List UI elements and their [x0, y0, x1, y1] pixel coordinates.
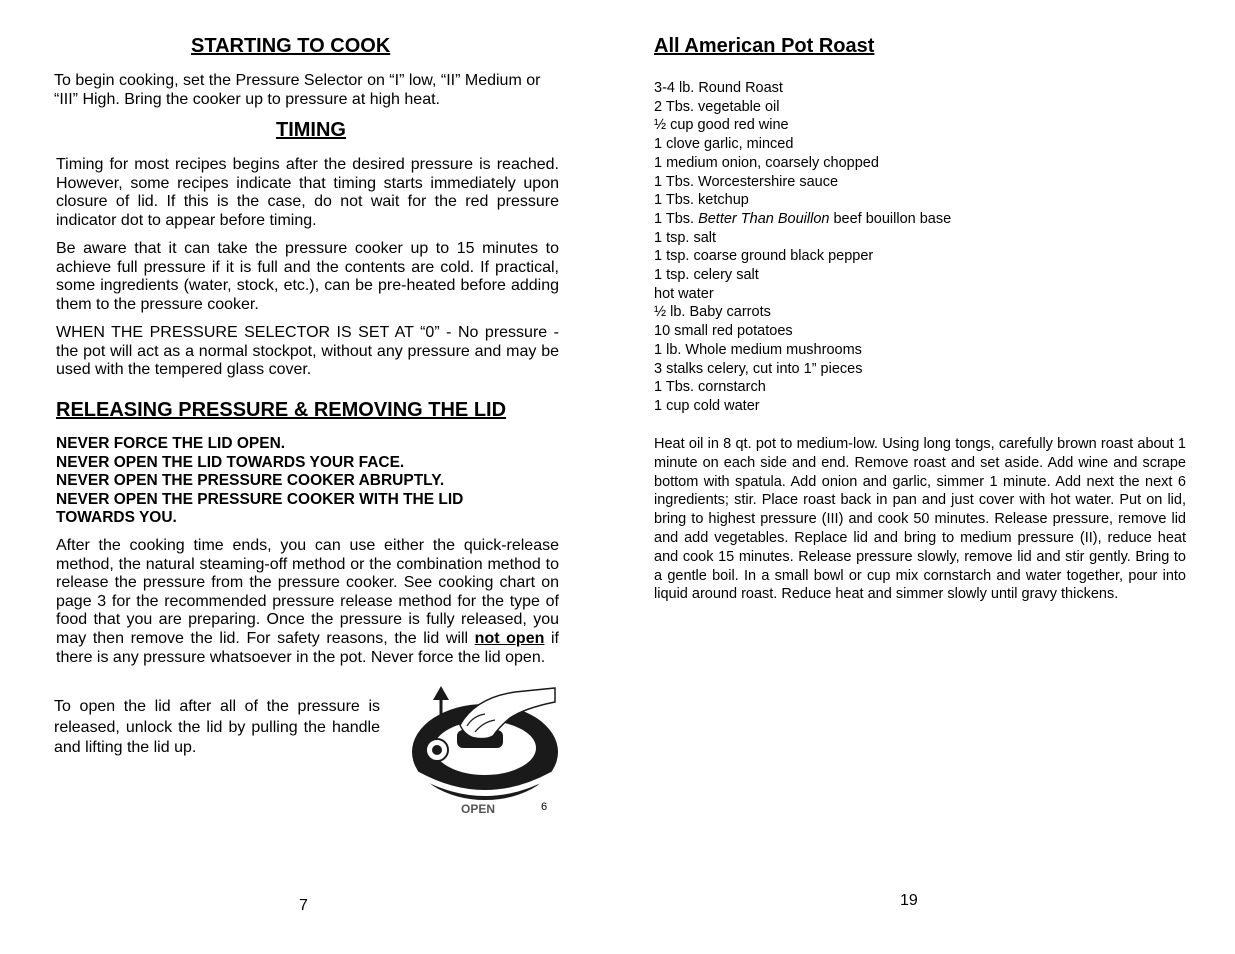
- ingredient-list: [654, 79, 951, 416]
- ingredient-item: 10 small red potatoes: [654, 323, 793, 340]
- open-label: OPEN: [461, 802, 496, 816]
- ingredient-item: ½ lb. Baby carrots: [654, 304, 771, 321]
- lid-opening-illustration: [405, 680, 560, 820]
- ingredient-item: ½ cup good red wine: [654, 117, 789, 134]
- illustration-page-number: 6: [541, 801, 548, 813]
- right-page-number: 19: [900, 892, 918, 909]
- bouillon-brand: Better Than Bouillon: [698, 210, 830, 227]
- ingredient-item: 1 Tbs. Worcestershire sauce: [654, 173, 839, 190]
- warning-line: TOWARDS YOU.: [56, 509, 177, 527]
- ingredient-item: hot water: [654, 285, 714, 302]
- warning-line: NEVER OPEN THE PRESSURE COOKER WITH THE LID: [56, 490, 464, 508]
- ingredient-item: 1 tsp. salt: [654, 229, 717, 246]
- ingredient-item: 1 lb. Whole medium mushrooms: [654, 341, 862, 358]
- ingredient-item: 1 tsp. celery salt: [654, 267, 759, 284]
- timing-heading: TIMING: [276, 119, 346, 141]
- left-page-number: 7: [299, 897, 308, 914]
- timing-paragraph-1: Timing for most recipes begins after the desired pressure is reached. However, some recipes indicate that timing starts immediately upon closure of lid. If this is the case, do not wait for the red pressure indicator dot to appear before timing.: [56, 156, 559, 229]
- timing-paragraph-2: Be aware that it can take the pressure cooker up to 15 minutes to achieve full pressure if it is full and the contents are cold. If practical, some ingredients (water, stock, etc.), can be pre-heated before adding them to the pressure cooker.: [56, 240, 559, 313]
- ingredient-item: 2 Tbs. vegetable oil: [654, 98, 780, 115]
- left-page: [0, 0, 617, 954]
- right-page: [617, 0, 1235, 954]
- warning-line: NEVER OPEN THE PRESSURE COOKER ABRUPTLY.: [56, 472, 445, 490]
- timing-paragraph-3: WHEN THE PRESSURE SELECTOR IS SET AT “0” - No pressure - the pot will act as a normal stockpot, without any pressure and may be used with the tempered glass cover.: [56, 324, 559, 379]
- open-lid-paragraph: To open the lid after all of the pressure is released, unlock the lid by pulling the handle and lifting the lid up.: [54, 698, 380, 756]
- release-paragraph: [56, 537, 559, 667]
- ingredient-item: 1 tsp. coarse ground black pepper: [654, 248, 874, 265]
- recipe-title: All American Pot Roast: [654, 35, 875, 57]
- bouillon-prefix: 1 Tbs.: [654, 210, 699, 227]
- ingredient-item: 1 clove garlic, minced: [654, 136, 794, 153]
- ingredient-item: 1 Tbs. cornstarch: [654, 379, 766, 396]
- warning-list: [56, 435, 463, 528]
- ingredient-item: 3-4 lb. Round Roast: [654, 80, 783, 96]
- ingredient-item: 1 medium onion, coarsely chopped: [654, 154, 879, 171]
- releasing-pressure-heading: RELEASING PRESSURE & REMOVING THE LID: [56, 399, 507, 421]
- recipe-directions: Heat oil in 8 qt. pot to medium-low. Using long tongs, carefully brown roast about 1 minute on each side and end. Remove roast and set aside. Add wine and scrape bottom with spatula. Add onion and garlic, simmer 1 minute. Add next the next 6 ingredients; stir. Place roast back in pan and just cover with hot water. Put on lid, bring to highest pressure (III) and cook 50 minutes. Release pressure, remove lid and add vegetables. Replace lid and bring to medium pressure (II), reduce heat and cook 15 minutes. Release pressure slowly, remove lid and stir gently. Bring to a gentle boil. In a small bowl or cup mix cornstarch and water together, pour into liquid around roast. Reduce heat and simmer slowly until gravy thickens.: [654, 436, 1186, 603]
- warning-line: NEVER OPEN THE LID TOWARDS YOUR FACE.: [56, 453, 405, 471]
- warning-line: NEVER FORCE THE LID OPEN.: [56, 435, 286, 452]
- release-text-before: After the cooking time ends, you can use either the quick-release method, the natural steaming-off method or the combination method to release the pressure from the pressure cooker. See cooking chart on page 3 for the recommended pressure release method for the type of food that you are preparing. Once the pressure is fully released, you may then remove the lid. For safety reasons, the lid will: [56, 537, 559, 647]
- bouillon-suffix: beef bouillon base: [829, 210, 952, 227]
- release-text-after: if there is any pressure whatsoever in the pot. Never force the lid open.: [56, 629, 560, 666]
- release-emphasis: not open: [474, 629, 545, 647]
- starting-paragraph: To begin cooking, set the Pressure Selector on “I” low, “II” Medium or “III” High. Bring the cooker up to pressure at high heat.: [54, 72, 541, 108]
- ingredient-item: 3 stalks celery, cut into 1” pieces: [654, 360, 863, 377]
- ingredient-item: 1 Tbs. ketchup: [654, 192, 749, 209]
- ingredient-item: 1 cup cold water: [654, 397, 760, 414]
- ingredient-item-bouillon: [654, 210, 951, 229]
- starting-to-cook-heading: STARTING TO COOK: [191, 35, 391, 57]
